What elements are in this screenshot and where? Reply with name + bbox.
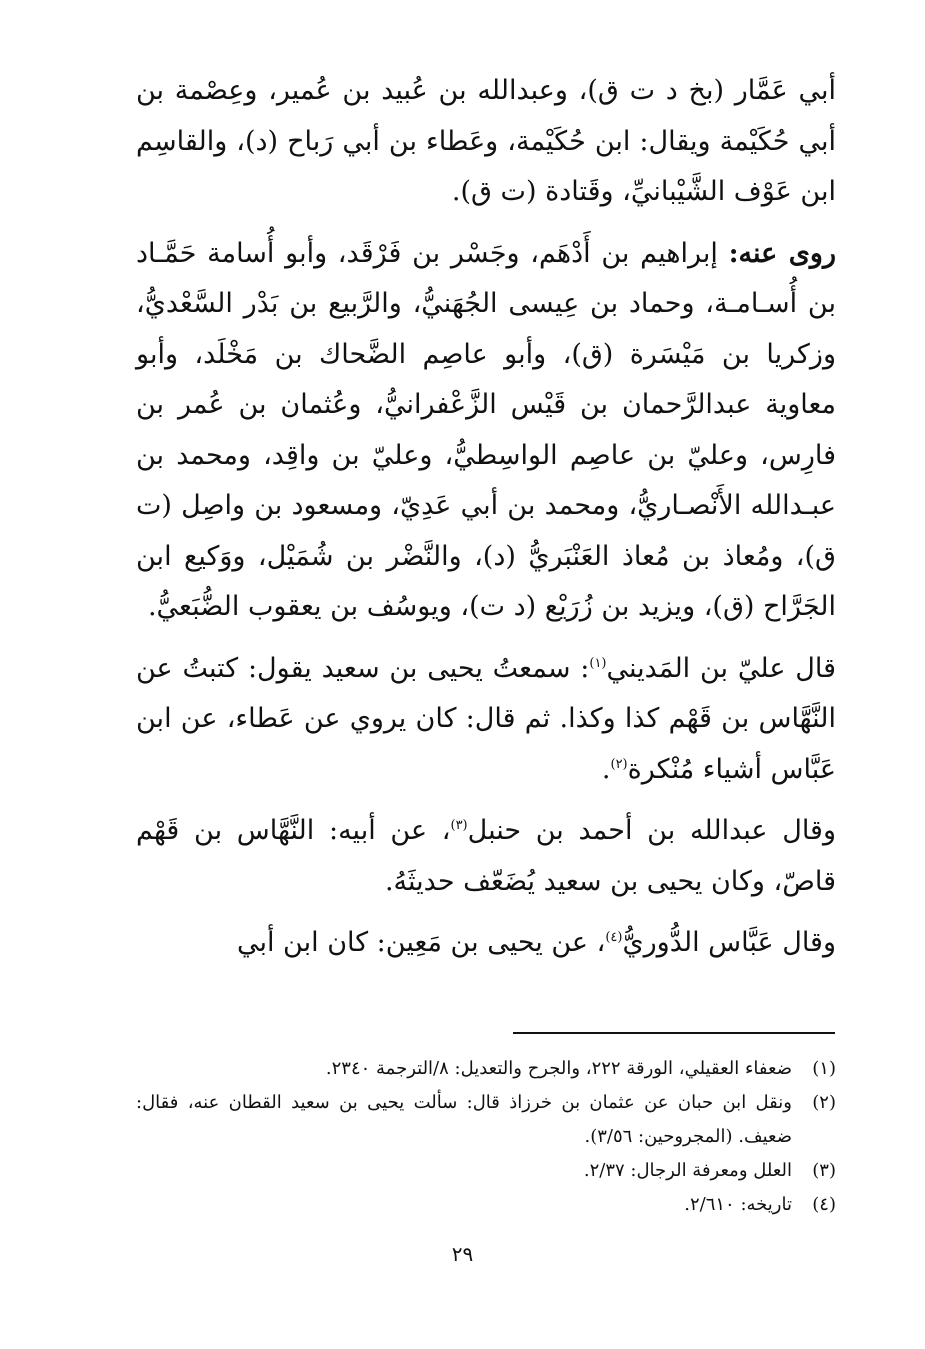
footnote-2	[136, 1086, 836, 1154]
footnote-text: العلل ومعرفة الرجال: ٢/٣٧.	[583, 1160, 792, 1181]
footnote-4	[136, 1188, 836, 1222]
footnote-ref-3[interactable]: (٣)	[450, 818, 468, 833]
footnote-3	[136, 1154, 836, 1188]
footnote-text: تاريخه: ٢/٦١٠.	[684, 1194, 792, 1215]
quote-1-part-b: : سمعتُ يحيى بن سعيد يقول: كتبتُ عن النَّهَّاس بن قَهْم كذا وكذا. ثم قال: كان يروي عن عَطاء، عن ابن عَبَّاس أشياء مُنْكرة	[136, 652, 836, 785]
paragraph-5	[136, 918, 836, 969]
footnote-text: ضعفاء العقيلي، الورقة ٢٢٢، والجرح والتعديل: ٨/الترجمة ٢٣٤٠.	[325, 1058, 792, 1079]
paragraph-1: أبي عَمَّار (بخ د ت ق)، وعبدالله بن عُبيد بن عُمير، وعِصْمة بن أبي حُكَيْمة ويقال: ابن حُكَيْمة، وعَطاء بن أبي رَباح (د)، والقاسِم ابن عَوْف الشَّيْبانيِّ، وقَتادة (ت ق).	[136, 75, 836, 207]
footnote-number: (١)	[812, 1058, 836, 1079]
quote-2-part-b: ، عن أبيه: النَّهَّاس بن قَهْم قاصّ، وكان يحيى بن سعيد يُضَعّف حديثَهُ.	[136, 815, 836, 897]
main-text	[136, 66, 836, 969]
footnote-text: ونقل ابن حبان عن عثمان بن خرزاذ قال: سألت يحيى بن سعيد القطان عنه، فقال: ضعيف. (المجروحين: ٣/٥٦).	[136, 1092, 792, 1147]
footnote-1	[136, 1052, 836, 1086]
quote-1-part-a: قال عليّ بن المَديني	[606, 652, 836, 684]
footnote-ref-4[interactable]: (٤)	[605, 930, 623, 945]
footnote-separator	[513, 1032, 835, 1034]
footnote-ref-2[interactable]: (٢)	[610, 756, 628, 772]
footnote-number: (٤)	[812, 1194, 836, 1215]
footnote-number: (٢)	[812, 1092, 836, 1113]
page-number: ٢٩	[451, 1242, 474, 1266]
paragraph-4	[136, 806, 836, 907]
quote-2-part-a: وقال عبدالله بن أحمد بن حنبل	[467, 815, 836, 846]
quote-1-end: .	[601, 753, 611, 785]
paragraph-2	[136, 229, 836, 633]
narrators-lead: روى عنه:	[728, 237, 836, 269]
narrators-text: إبراهيم بن أَدْهَم، وجَسْر بن فَرْقَد، وأبو أُسامة حَمَّـاد بن أُسـامـة، وحماد بن عِيسى الجُهَنيُّ، والرَّبيع بن بَدْر السَّعْديُّ، وزكريا بن مَيْسَرة (ق)، وأبو عاصِم الضَّحاك بن مَخْلَد، وأبو معاوية عبدالرَّحمان بن قَيْس الزَّعْفرانيُّ، وعُثمان بن عُمر بن فارِس، وعليّ بن عاصِم الواسِطيُّ، وعليّ بن واقِد، ومحمد بن عبـدالله الأَنْصـاريُّ، ومحمد بن أبي عَدِيّ، ومسعود بن واصِل (ت ق)، ومُعاذ بن مُعاذ العَنْبَريُّ (د)، والنَّضْر بن شُمَيْل، ووَكيع ابن الجَرَّاح (ق)، ويزيد بن زُرَيْع (د ت)، ويوسُف بن يعقوب الضُّبَعيُّ.	[136, 237, 836, 622]
quote-3-part-a: وقال عَبَّاس الدُّوريُّ	[622, 927, 836, 958]
quote-3-part-b: ، عن يحيى بن مَعِين: كان ابن أبي	[236, 927, 606, 958]
footnote-number: (٣)	[812, 1160, 836, 1181]
footnotes	[136, 1052, 836, 1222]
paragraph-3	[136, 644, 836, 796]
footnote-ref-1[interactable]: (١)	[589, 655, 607, 671]
